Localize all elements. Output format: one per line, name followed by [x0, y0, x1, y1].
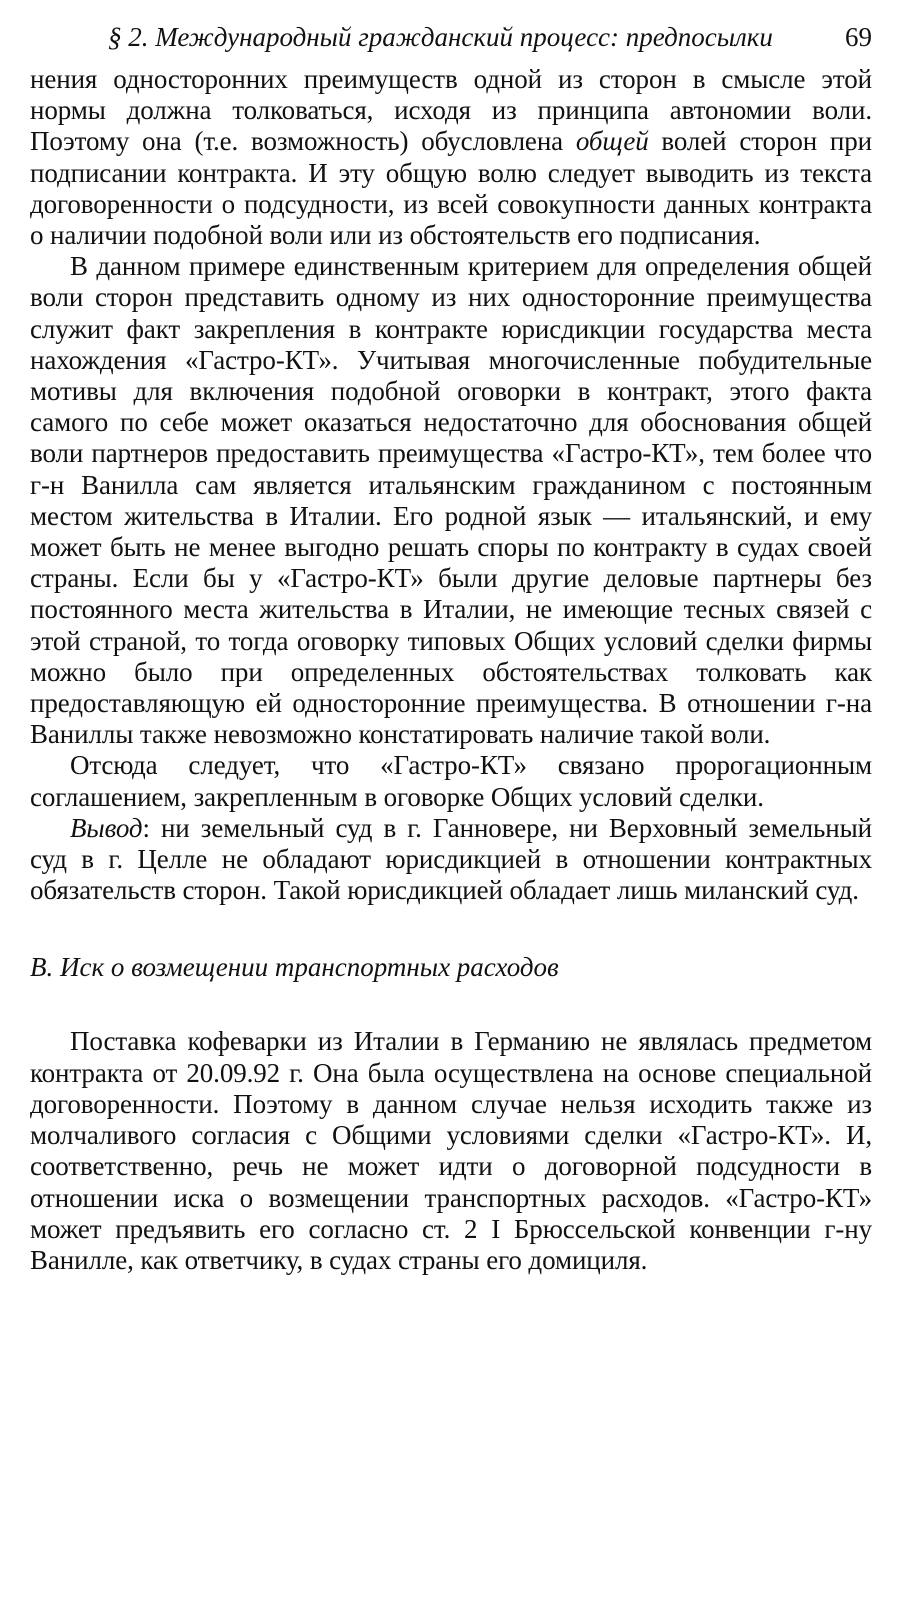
running-header-title: § 2. Международный гражданский процесс: предпосылки [108, 22, 773, 52]
book-page [30, 18, 872, 1276]
paragraph-text: Отсюда следует, что «Гастро-КТ» связано пророгационным соглашением, закрепленным в оговорке Общих условий сделки. [30, 750, 872, 812]
paragraph-text: волей сторон при подписании контракта. И эту общую волю следует выводить из текста договоренности о подсудности, из всей совокупности данных контракта о наличии подобной воли или из обстоятельств его подписания. [30, 126, 872, 251]
paragraph-text: В данном примере единственным критерием для определения общей воли сторон представить одному из них односторонние преимущества служит факт закрепления в контракте юрисдикции государства места нахождения «Гастро-КТ». Учитывая многочисленные побудительные мотивы для включения подобной оговорки в контракт, этого факта самого по себе может оказаться недостаточно для обоснования общей воли партнеров предоставить преимущества «Гастро-КТ», тем более что г-н Ванилла сам является итальянским гражданином с постоянным местом жительства в Италии. Его родной язык — итальянский, и ему может быть не менее выгодно решать споры по контракту в судах своей страны. Если бы у «Гастро-КТ» были другие деловые партнеры без постоянного места жительства в Италии, не имеющие тесных связей с этой страной, то тогда оговорку типовых Общих условий сделки фирмы можно было при определенных обстоятельствах толковать как предоставляющую ей односторонние преимущества. В отношении г-на Ваниллы также невозможно констатировать наличие такой воли. [30, 251, 872, 750]
paragraph-text: нения односторонних преимуществ одной из сторон в смысле этой нормы должна толковаться, исходя из принципа автономии воли. Поэтому она (т.е. возможность) обусловлена [30, 64, 872, 157]
paragraph [30, 750, 872, 812]
section-heading: В. Иск о возмещении транспортных расходов [30, 952, 559, 983]
running-header [30, 18, 872, 60]
conclusion-paragraph [30, 813, 872, 907]
paragraph-continuation [30, 64, 872, 251]
emphasis-text: общей [575, 126, 649, 157]
emphasis-text: Вывод [70, 812, 143, 843]
paragraph [30, 251, 872, 750]
section-paragraph: Поставка кофеварки из Италии в Германию не являлась предметом контракта от 20.09.92 г. Она была осуществлена на основе специальной договоренности. Поэтому в данном случае нельзя исходить также из молчаливого согласия с Общими условиями сделки «Гастро-КТ». И, соответственно, речь не может идти о договорной подсудности в отношении иска о возмещении транспортных расходов. «Гастро-КТ» может предъявить его согласно ст. 2 I Брюссельской конвенции г-ну Ванилле, как ответчику, в судах страны его домициля. [30, 1026, 872, 1275]
body-text [30, 64, 872, 1276]
paragraph-text: : ни земельный суд в г. Ганновере, ни Верховный земельный суд в г. Целле не обладают юрисдикцией в отношении контрактных обязательств сторон. Такой юрисдикцией обладает лишь миланский суд. [30, 812, 872, 906]
page-number: 69 [845, 22, 872, 52]
